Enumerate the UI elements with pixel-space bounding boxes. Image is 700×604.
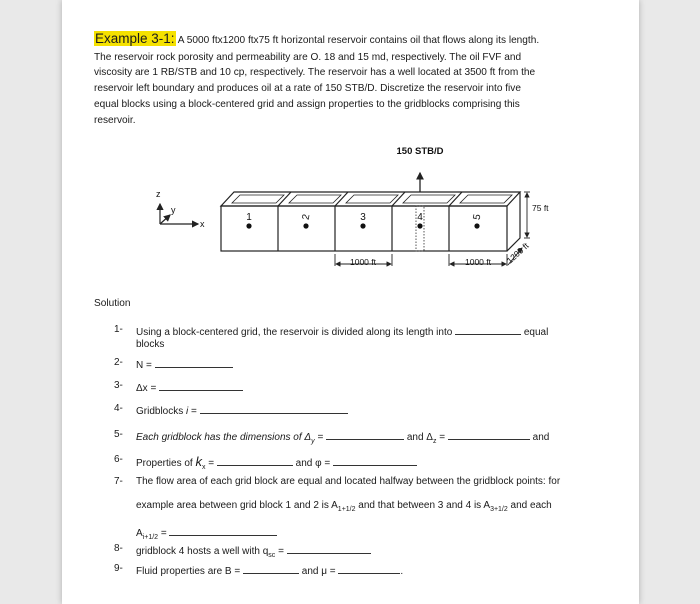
item-7-cont: example area between grid block 1 and 2 is $A_{1+1/2}$ and that between 3 and 4 is $A_{3+1/2}$ and each xyxy=(136,500,552,513)
item-1: Using a block-centered grid, the reservoir is divided along its length into equal xyxy=(136,324,548,338)
item-8: gridblock 4 hosts a well with $q_{sc}$ = xyxy=(136,543,371,559)
example-label: Example 3-1: xyxy=(95,31,175,46)
example-line-6: reservoir. xyxy=(94,115,136,126)
height-label: 75 ft xyxy=(532,203,549,213)
example-line-2: The reservoir rock porosity and permeability are O. 18 and 15 md, respectively. The oil FVF and xyxy=(94,52,522,63)
block-number-5: 5 xyxy=(471,213,484,221)
item-number-4: 4- xyxy=(114,403,123,414)
block-point-3 xyxy=(360,223,365,228)
example-line-1: Example 3-1: A 5000 ftx1200 ftx75 ft horizontal reservoir contains oil that flows along its length. xyxy=(95,31,540,46)
answer-blank-9b[interactable] xyxy=(338,563,400,574)
block-number-4: 4 xyxy=(417,212,423,223)
answer-blank-4[interactable] xyxy=(200,403,348,414)
answer-blank-8[interactable] xyxy=(287,543,371,554)
axis-y-label: y xyxy=(171,205,176,215)
block-number-1: 1 xyxy=(246,212,252,223)
item-2: N = xyxy=(136,357,233,371)
answer-blank-6a[interactable] xyxy=(217,455,293,466)
dx-label-2: 1000 ft xyxy=(465,257,491,267)
item-number-7: 7- xyxy=(114,476,123,487)
item-5: Each gridblock has the dimensions of $\Delta_y$ = and $\Delta_z$ = and xyxy=(136,429,549,445)
item-number-1: 1- xyxy=(114,324,123,335)
right-face xyxy=(507,192,520,251)
answer-blank-3[interactable] xyxy=(159,380,243,391)
item-9: Fluid properties are B = and μ = . xyxy=(136,563,403,577)
item-number-6: 6- xyxy=(114,454,123,465)
item-number-3: 3- xyxy=(114,380,123,391)
item-6: Properties of $k_x$ = and φ = xyxy=(136,454,417,471)
item-7: The flow area of each grid block are equal and located halfway between the gridblock points: for xyxy=(136,476,561,487)
answer-blank-1[interactable] xyxy=(455,324,521,335)
axis-z-label: z xyxy=(156,189,161,199)
answer-blank-5a[interactable] xyxy=(326,429,404,440)
block-point-1 xyxy=(246,223,251,228)
top-face xyxy=(221,192,520,206)
item-1-cont: blocks xyxy=(136,339,165,350)
dx-label-1: 1000 ft xyxy=(350,257,376,267)
item-number-9: 9- xyxy=(114,563,123,574)
block-number-2: 2 xyxy=(300,213,313,221)
answer-blank-9a[interactable] xyxy=(243,563,299,574)
width-label: 1200 ft xyxy=(504,240,531,266)
axis-x-label: x xyxy=(200,219,205,229)
block-point-5 xyxy=(474,223,479,228)
answer-blank-2[interactable] xyxy=(155,357,233,368)
example-line-4: reservoir left boundary and produces oil at a rate of 150 STB/D. Discretize the reservoir into five xyxy=(94,83,521,94)
item-3: Δx = xyxy=(136,380,243,394)
solution-heading: Solution xyxy=(94,298,131,309)
item-4: Gridblocks i = xyxy=(136,403,348,417)
example-line-3: viscosity are 1 RB/STB and 10 cp, respectively. The reservoir has a well located at 3500 ft from the xyxy=(94,67,536,78)
block-point-4 xyxy=(417,223,422,228)
well-rate-label: 150 STB/D xyxy=(396,146,444,157)
item-7-cont-2: $A_{i+1/2}$ = xyxy=(136,525,277,541)
answer-blank-6b[interactable] xyxy=(333,455,417,466)
item-number-8: 8- xyxy=(114,543,123,554)
document-page xyxy=(62,0,639,604)
example-line-5: equal blocks using a block-centered grid and assign properties to the gridblocks comprising this xyxy=(94,99,520,110)
reservoir-grid-figure xyxy=(62,140,639,290)
answer-blank-7[interactable] xyxy=(169,525,277,536)
block-point-2 xyxy=(303,223,308,228)
item-number-2: 2- xyxy=(114,357,123,368)
answer-blank-5b[interactable] xyxy=(448,429,530,440)
item-number-5: 5- xyxy=(114,429,123,440)
block-number-3: 3 xyxy=(360,212,366,223)
